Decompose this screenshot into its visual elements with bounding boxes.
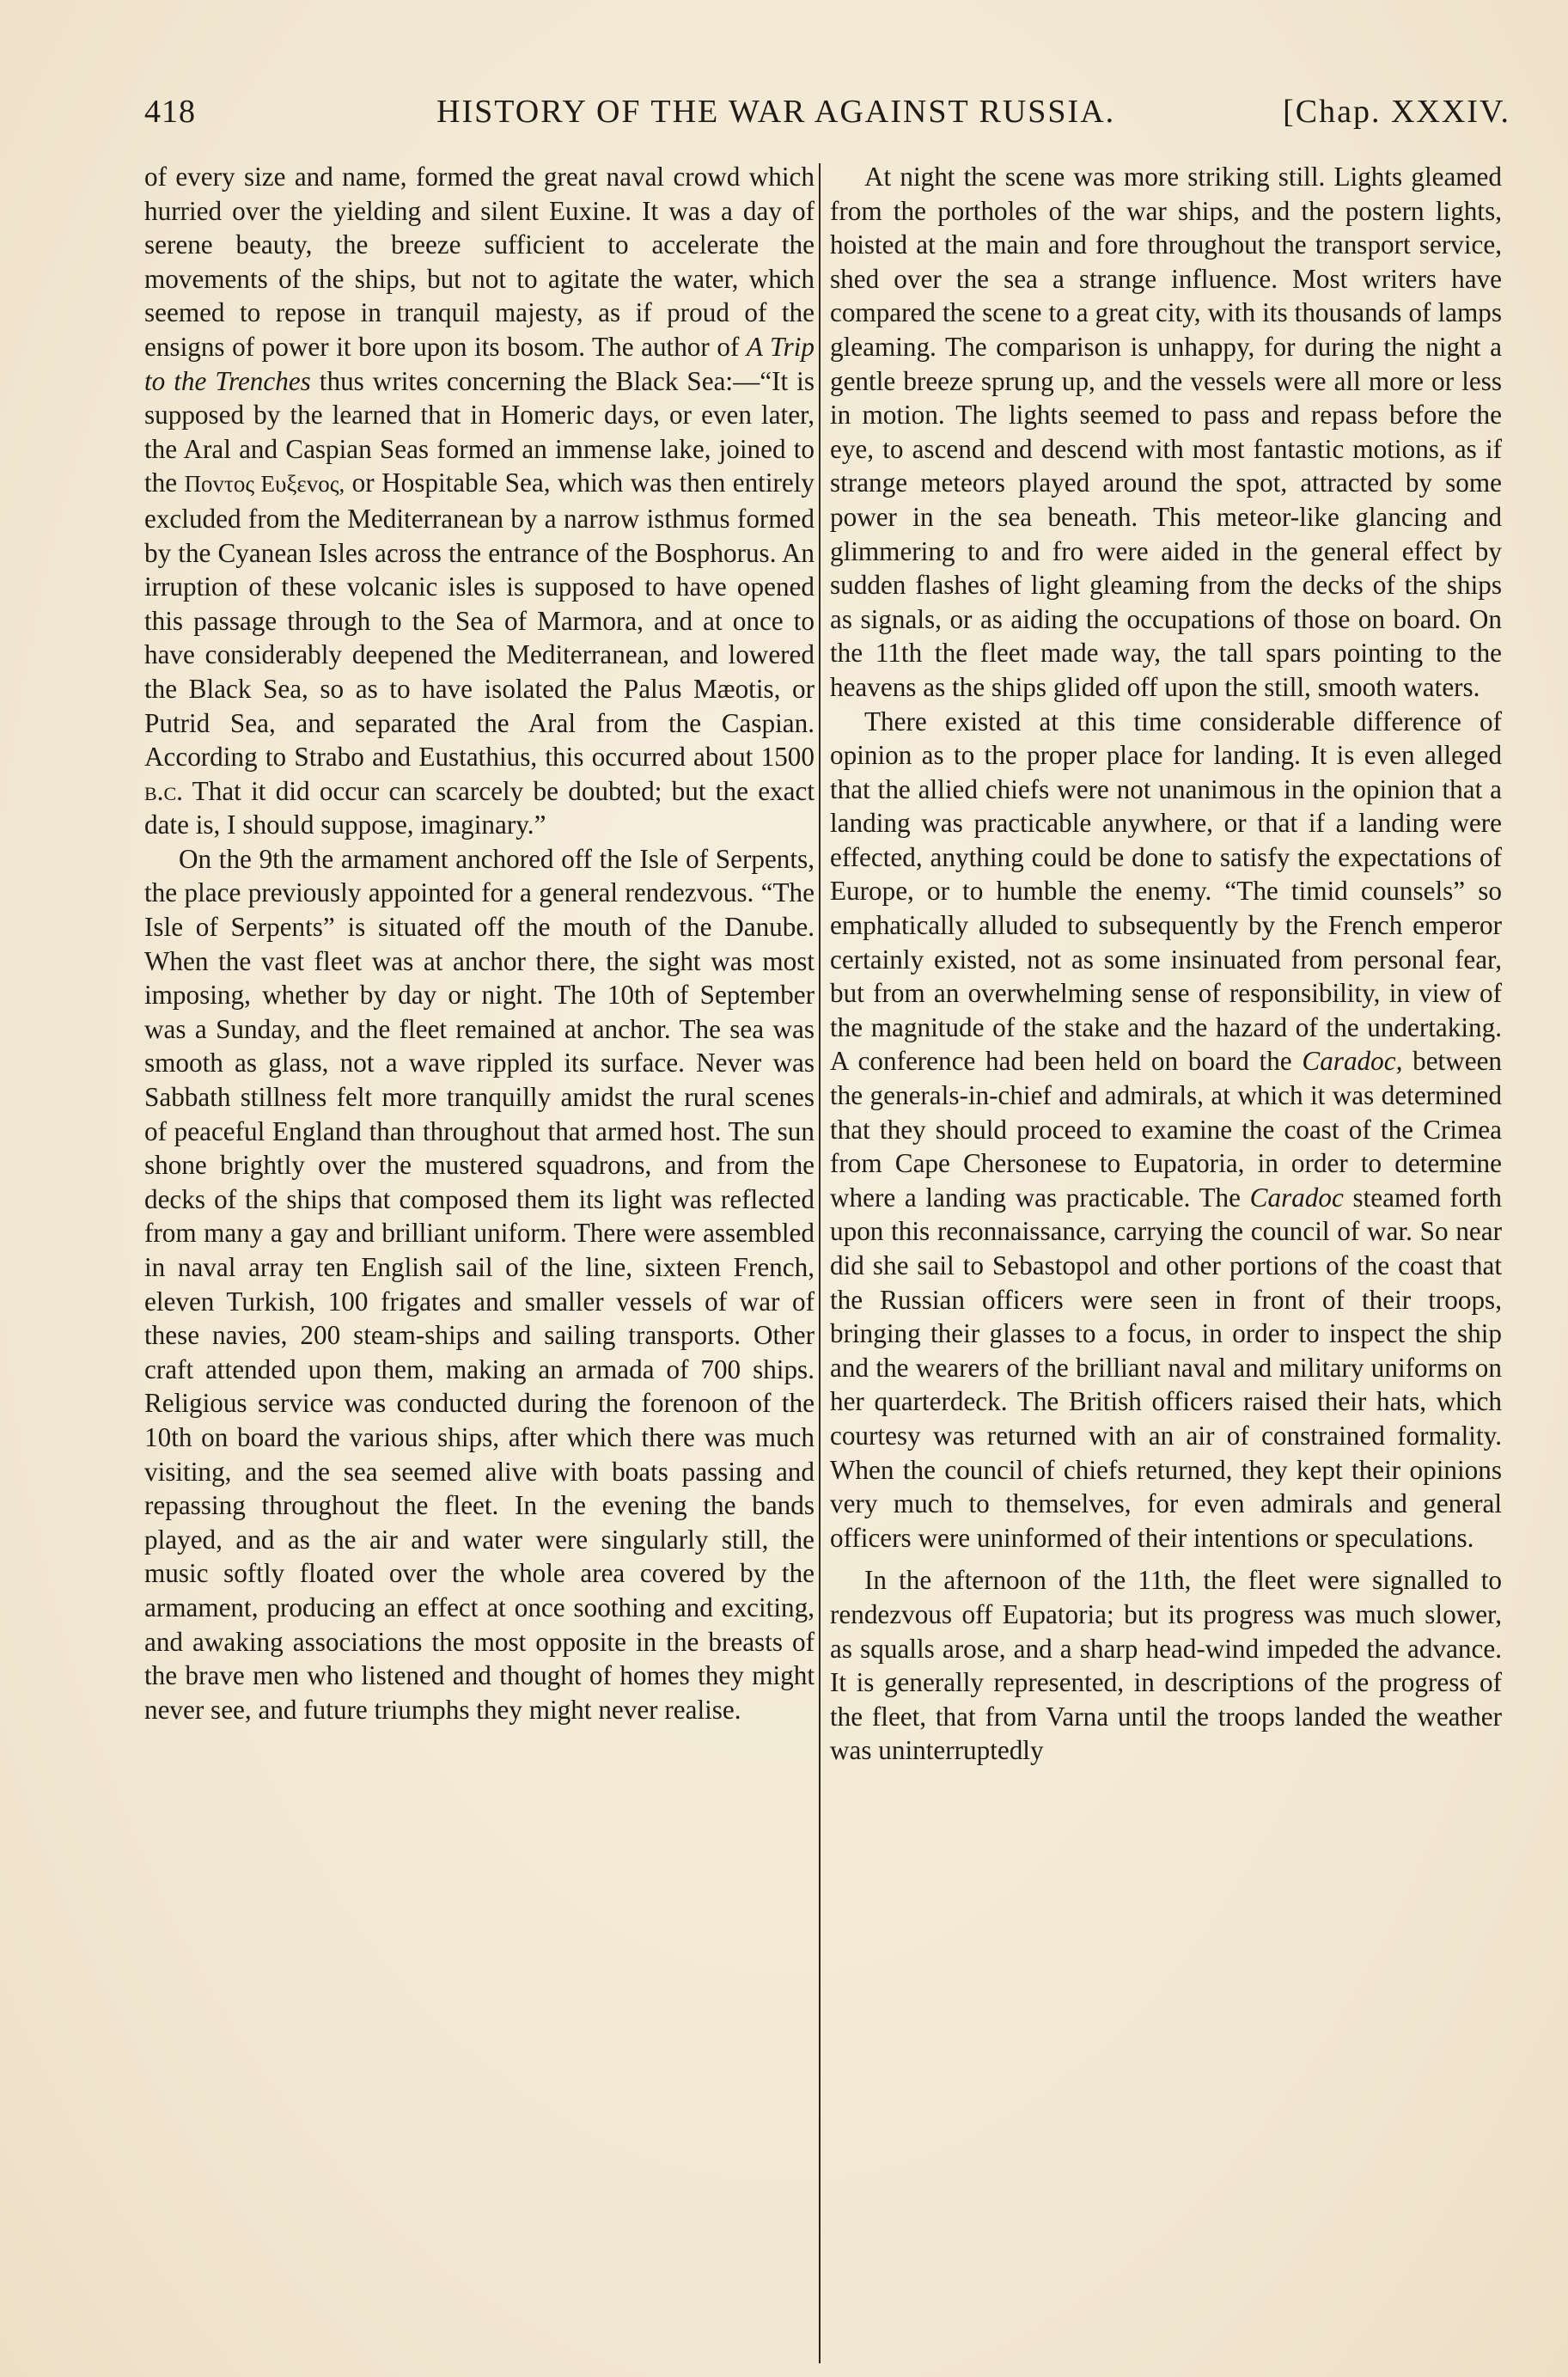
text-run: steamed forth upon this reconnaissance, carrying the council of war. So near did she sail to Sebastopol and other portions of the coast that the Russian officers were seen in front of their troops, bringing their glasses to a focus, in order to inspect the ship and the wearers of the brilliant naval and military uniforms on her quarterdeck. The British officers raised their hats, which courtesy was returned with an air of constrained formality. When the council of chiefs returned, they kept their opinions very much to themselves, for even admirals and general officers were uninformed of their intentions or speculations.	[830, 1182, 1502, 1553]
book-title: A Trip to the Trenches	[144, 331, 815, 396]
text-run: or Hospitable Sea, which was then entirely excluded from the Mediterranean by a narrow isthmus formed by the Cyanean Isles across the entrance of the Bosphorus. An irruption of these volcanic isles is supposed to have opened this passage through to the Sea of Marmora, and at once to have considerably deepened the Mediterranean, and lowered the Black Sea, so as to have isolated the Palus Mæotis, or Putrid Sea, and separated the Aral from the Caspian. According to Strabo and Eustathius, this occurred about 1500	[144, 467, 815, 773]
era-abbreviation: b.c.	[144, 775, 183, 806]
column-divider	[819, 163, 821, 2363]
page-number: 418	[144, 94, 196, 130]
left-column	[144, 160, 815, 1726]
paragraph: At night the scene was more striking still. Lights gleamed from the portholes of the war ships, and the postern lights, hoisted at the main and fore throughout the transport service, shed over the sea a strange influence. Most writers have compared the scene to a great city, with its thousands of lamps gleaming. The comparison is unhappy, for during the night a gentle breeze sprung up, and the vessels were all more or less in motion. The lights seemed to pass and repass before the eye, to ascend and descend with most fantastic motions, as if strange meteors played around the spot, attracted by some power in the sea beneath. This meteor-like glancing and glimmering to and fro were aided in the general effect by sudden flashes of light gleaming from the decks of the ships as signals, or as aiding the occupations of those on board. On the 11th the fleet made way, the tall spars pointing to the heavens as the ships glided off upon the still, smooth waters.	[830, 162, 1502, 702]
greek-term: Πovτoς Eυξεvoς,	[184, 471, 345, 498]
text-run: That it did occur can scarcely be doubted; but the exact date is, I should suppose, imaginary.”	[144, 775, 815, 840]
paragraph: On the 9th the armament anchored off the Isle of Serpents, the place previously appointed for a general rendezvous. “The Isle of Serpents” is situated off the mouth of the Danube. When the vast fleet was at anchor there, the sight was most imposing, whether by day or night. The 10th of September was a Sunday, and the fleet remained at anchor. The sea was smooth as glass, not a wave rippled its surface. Never was Sabbath stillness felt more tranquilly amidst the rural scenes of peaceful England than throughout that armed host. The sun shone brightly over the mustered squadrons, and from the decks of the ships that composed them its light was reflected from many a gay and brilliant uniform. There were assembled in naval array ten English sail of the line, sixteen French, eleven Turkish, 100 frigates and smaller vessels of war of these navies, 200 steam-ships and sailing transports. Other craft attended upon them, making an armada of 700 ships. Religious service was conducted during the forenoon of the 10th on board the various ships, after which there was much visiting, and the sea seemed alive with boats passing and repassing throughout the fleet. In the evening the bands played, and as the air and water were singularly still, the music softly floated over the whole area covered by the armament, producing an effect at once soothing and exciting, and awaking associations the most opposite in the breasts of the brave men who listened and thought of homes they might never see, and future triumphs they might never realise.	[144, 843, 815, 1725]
ship-name: Caradoc,	[1302, 1046, 1403, 1077]
paragraph-continued	[144, 160, 815, 842]
running-title: HISTORY OF THE WAR AGAINST RUSSIA.	[436, 94, 1116, 130]
chapter-label: [Chap. XXXIV.	[1283, 94, 1510, 130]
text-run: between the generals-in-chief and admirals, at which it was determined that they should proceed to examine the coast of the Crimea from Cape Chersonese to Eupatoria, in order to determine where a landing was practicable. The	[830, 1046, 1503, 1213]
paragraph	[830, 705, 1502, 1555]
text-run: There existed at this time considerable difference of opinion as to the proper place for landing. It is even alleged that the allied chiefs were not unanimous in the opinion that a landing was practicable anywhere, or that if a landing were effected, anything could be done to satisfy the expectations of Europe, or to humble the enemy. “The timid counsels” so emphatically alluded to subsequently by the French emperor certainly existed, not as some insinuated from personal fear, but from an overwhelming sense of responsibility, in view of the magnitude of the stake and the hazard of the undertaking. A conference had been held on board the	[830, 706, 1502, 1077]
ship-name: Caradoc	[1249, 1182, 1344, 1213]
right-column	[830, 160, 1502, 1768]
text-run: thus writes concerning the Black Sea:—“It is supposed by the learned that in Homeric days, or even later, the Aral and Caspian Seas formed an immense lake, joined to the	[144, 365, 815, 498]
text-run: of every size and name, formed the great naval crowd which hurried over the yielding and silent Euxine. It was a day of serene beauty, the breeze sufficient to accelerate the movements of the ships, but not to agitate the water, which seemed to repose in tranquil majesty, as if proud of the ensigns of power it bore upon its bosom. The author of	[144, 162, 815, 362]
paragraph: In the afternoon of the 11th, the fleet were signalled to rendezvous off Eupatoria; but its progress was much slower, as squalls arose, and a sharp head-wind impeded the advance. It is generally represented, in descriptions of the progress of the fleet, that from Varna until the troops landed the weather was uninterruptedly	[830, 1565, 1502, 1766]
running-header	[144, 82, 1510, 143]
